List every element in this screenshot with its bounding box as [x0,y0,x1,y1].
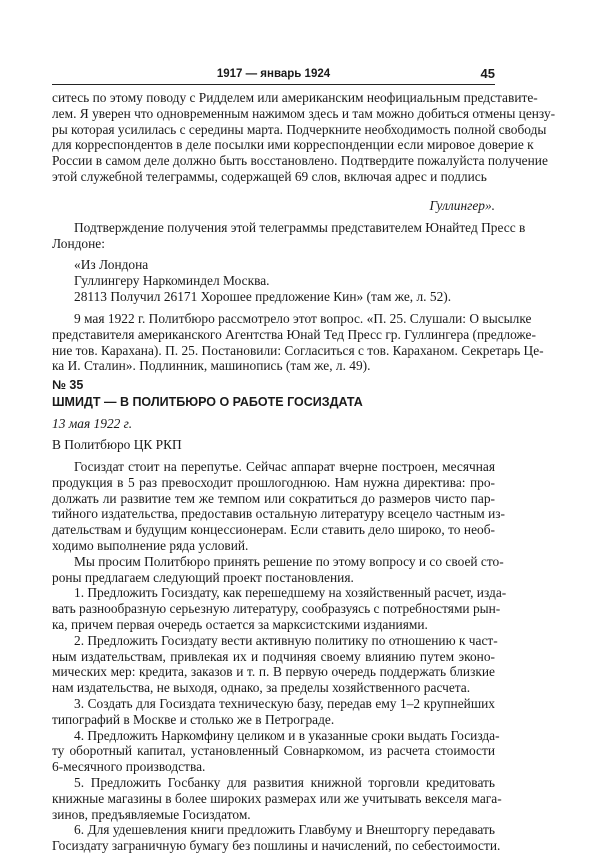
reply-telegram [52,257,495,304]
text-line: ние тов. Карахана). П. 25. Постановили: Согласиться с тов. Караханом. Секретарь Це- [52,342,544,358]
text-line: 6-месячного производства. [52,759,206,775]
text-line: типографий в Москве и столько же в Петрограде. [52,711,335,727]
text-line: ШМИДТ — В ПОЛИТБЮРО О РАБОТЕ ГОСИЗДАТА [52,395,363,409]
text-line: Госиздат стоит на перепутье. Сейчас аппарат вчерне построен, месячная [74,459,495,474]
text-line: ка И. Сталин». Подлинник, машинопись (там же, л. 49). [52,358,371,374]
text-line: «Из Лондона [74,257,149,272]
text-line: 28113 Получил 26171 Хорошее предложение Кин» (там же, л. 52). [74,288,452,304]
text-line: Мы просим Политбюро принять решение по этому вопросу и со своей сто- [74,553,504,569]
text-line: зинов, предъявляемые Госиздатом. [52,806,251,822]
text-line: этой служебной телеграммы, содержащей 69 слов, включая адрес и подлись [52,168,487,184]
document-heading [52,377,495,411]
politburo-note [52,311,544,374]
text-line: ры которая усилилась с середины марта. Подчеркните необходимость полной свободы [52,121,547,137]
text-line: 9 мая 1922 г. Политбюро рассмотрело этот вопрос. «П. 25. Слушали: О высылке [74,311,532,326]
text-line: Лондоне: [52,235,105,251]
confirmation-intro [52,220,526,252]
text-line: продукция в 5 раз превосходит прошлогоднюю. Нам нужна директива: про- [52,474,495,490]
text-line: Гуллингер». [429,198,495,213]
page-number: 45 [480,66,495,81]
text-line: ка, причем первая очередь остается за марксистскими изданиями. [52,616,428,632]
text-line: № 35 [52,378,84,392]
text-line: мических мер: кредита, заказов и т. п. В первую очередь поддержать близкие [52,664,495,680]
running-title: 1917 — январь 1924 [216,68,331,80]
text-line: должать ли развитие тем же темпом или сократиться до размеров чисто пар- [52,490,495,506]
text-line: тийного издательства, предоставив остальную литературу всецело частным из- [52,506,505,522]
text-line: дательствам и будущим концессионерам. Если ставить дело широко, то необ- [52,522,495,538]
document-date [52,416,495,432]
header-rule [52,84,495,85]
text-line: для корреспондентов в деле посылки ими корреспонденции если мировое доверие к [52,137,534,153]
text-line: представителя американского Агентства Юнай Тед Пресс гр. Гуллингера (предложе- [52,326,536,342]
text-line: лем. Я уверен что одновременным нажимом здесь и там можно добиться отмены цензу- [52,105,556,121]
text-line: ходимо выполнение ряда условий. [52,537,249,553]
text-line: 13 мая 1922 г. [52,416,133,431]
addressee [52,437,495,453]
text-line: 1. Предложить Госиздату, как перешедшему на хозяйственный расчет, изда- [74,585,507,601]
text-line: ситесь по этому поводу с Ридделем или американским неофициальным представите- [52,90,538,105]
document-body [52,459,507,854]
text-line: Подтверждение получения этой телеграммы представителем Юнайтед Пресс в [74,220,526,235]
text-line: 6. Для удешевления книги предложить Главбуму и Внешторгу передавать [74,822,495,838]
text-line: 5. Предложить Госбанку для развития книжной торговли кредитовать [74,774,495,790]
text-line: вать разнообразную серьезную литературу, сообразуясь с потребностями рын- [52,601,501,617]
text-line: Гуллингеру Наркоминдел Москва. [74,272,270,288]
text-line: книжные магазины в более широких размерах или же учитывать векселя мага- [52,790,502,806]
text-line: 3. Создать для Госиздата техническую базу, передав ему 1–2 крупнейших [74,695,495,711]
text-line: ту оборотный капитал, установленный Совнаркомом, из расчета стоимости [52,743,495,759]
text-line: 2. Предложить Госиздату вести активную политику по отношению к част- [74,632,498,648]
text-line: нам издательства, не выходя, однако, за пределы хозяйственного расчета. [52,680,471,696]
text-line: ным издательствам, привлекая их и подчиняя своему влиянию путем эконо- [52,648,495,664]
text-line: В Политбюро ЦК РКП [52,437,182,452]
telegram-text [52,90,556,185]
text-line: 4. Предложить Наркомфину целиком и в указанные сроки выдать Госизда- [74,727,500,743]
text-line: России в самом деле должно быть восстановлено. Подтвердите пожалуйста получение [52,153,548,169]
text-line: Госиздату заграничную бумагу без пошлины и начислений, по себестоимости. [52,838,501,854]
telegram-signature [52,198,495,214]
running-header [52,68,495,84]
text-line: роны предлагаем следующий проект постановления. [52,569,354,585]
